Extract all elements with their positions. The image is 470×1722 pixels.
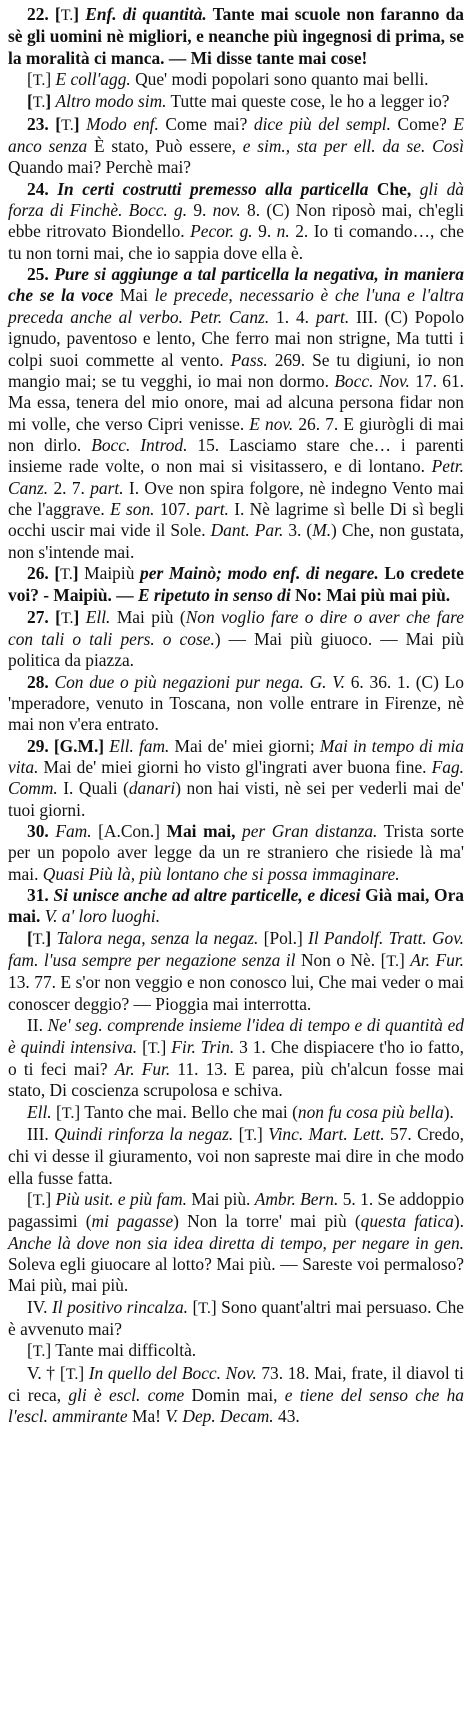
- text-run: 57. Credo, chi vi desse il giuramento, voi non sapreste mai dire in che modo ella fusse fatta.: [8, 1123, 465, 1188]
- text-run: part.: [195, 498, 229, 519]
- text-run: Con due o più negazioni pur nega. G. V.: [54, 671, 345, 692]
- text-run: T.: [32, 1191, 46, 1209]
- text-run: [: [27, 91, 33, 112]
- text-run: Ell.: [27, 1101, 52, 1122]
- dictionary-paragraph: [8, 1124, 464, 1189]
- text-run: Mai in tempo di mia vita.: [8, 735, 464, 778]
- text-run: E son.: [110, 498, 155, 519]
- text-run: Tante mai scuole non faranno da sè gli uomini nè migliori, e neanche più ingegnosi di prima, se la moralità ci manca. — Mi disse tante mai cose!: [8, 4, 464, 68]
- text-run: 25.: [27, 264, 55, 285]
- text-run: Fam.: [55, 821, 92, 842]
- text-run: I. Quali (: [57, 778, 129, 799]
- text-run: Non o Nè. [: [295, 950, 387, 971]
- text-run: Bocc. Nov.: [334, 370, 410, 391]
- dictionary-paragraph: [8, 1015, 464, 1101]
- text-run: 5. 1. Se addoppio pagassimi (: [8, 1188, 465, 1232]
- text-run: e sim., sta per ell. da se. Così: [242, 136, 464, 157]
- text-run: Quindi rinforza la negaz.: [54, 1123, 234, 1144]
- text-run: le precede, necessario è che l'una e l'altra preceda anche al verbo. Petr. Canz.: [8, 285, 464, 327]
- text-run: ]: [45, 69, 56, 90]
- text-run: Quando mai? Perchè mai?: [8, 157, 192, 178]
- text-run: In quello del Bocc. Nov.: [88, 1362, 257, 1383]
- text-run: 15. Lasciamo stare che… i parenti insieme rade volte, o non mai si visitassero, e di lontano.: [8, 434, 464, 477]
- dictionary-paragraph: [8, 1102, 464, 1124]
- text-run: T.: [65, 1365, 79, 1383]
- text-run: T.: [32, 930, 46, 948]
- text-run: ]: [45, 1188, 56, 1209]
- text-run: [: [233, 1123, 245, 1144]
- text-run: ]: [73, 606, 86, 627]
- text-run: 107.: [154, 498, 196, 519]
- text-run: ) non hai visti, nè sei per vederli mai de' tuoi giorni.: [8, 778, 464, 820]
- text-run: Ar. Fur.: [410, 950, 464, 971]
- text-run: ]: [398, 950, 411, 971]
- text-run: 43.: [273, 1406, 300, 1427]
- text-run: 2. 7.: [48, 477, 91, 498]
- text-run: Ambr. Bern.: [254, 1188, 339, 1209]
- text-run: Quasi Più là, più lontano che si possa immaginare.: [42, 863, 400, 884]
- text-run: [: [27, 927, 33, 948]
- text-run: ]: [160, 1036, 172, 1057]
- text-run: ) Che, non gustata, non s'intende mai.: [8, 520, 464, 562]
- text-run: V. Dep. Decam.: [165, 1406, 274, 1427]
- text-run: 30.: [27, 821, 56, 842]
- text-run: IV.: [27, 1296, 52, 1317]
- text-run: 9.: [252, 221, 277, 242]
- text-run: Mai più.: [187, 1188, 255, 1209]
- text-run: T.: [147, 1039, 161, 1057]
- dictionary-paragraph: [8, 264, 464, 563]
- text-run: Fag. Comm.: [8, 757, 464, 799]
- text-run: 17. 61. Ma essa, tenera del mio onore, mai ad alcuna persona fidar non mi volle, che verso Cipri venisse.: [8, 370, 465, 434]
- text-run: Non voglio fare o dire o aver che fare con tali o tali pers. o cose.: [8, 606, 464, 649]
- text-run: Que' modi popolari sono quanto mai belli.: [130, 69, 429, 90]
- text-run: n.: [276, 221, 290, 242]
- text-run: Pecor. g.: [190, 221, 253, 242]
- text-run: Dant. Par.: [210, 520, 284, 541]
- text-run: Mai mai,: [166, 821, 243, 842]
- text-run: dice più del sempl.: [253, 113, 391, 134]
- text-run: T.: [198, 1299, 211, 1317]
- text-run: 29. [G.M.]: [27, 735, 110, 756]
- dictionary-paragraph: [8, 4, 464, 69]
- text-run: questa fatica: [360, 1211, 454, 1232]
- text-run: part.: [90, 477, 124, 498]
- text-run: Si unisce anche ad altre particelle, e dicesi: [53, 885, 361, 906]
- dictionary-paragraph: [8, 1363, 464, 1428]
- text-run: Petr. Canz.: [8, 456, 464, 498]
- text-run: T.: [60, 609, 74, 627]
- text-run: part.: [315, 306, 350, 327]
- text-run: 73. 18. Mai, frate, il diavol ti ci reca,: [8, 1362, 465, 1405]
- dictionary-paragraph: [8, 672, 464, 736]
- text-run: Tutte mai queste cose, le ho a legger io?: [166, 91, 450, 112]
- text-run: Mai de' miei giorni ho visto gl'ingrati aver buona fine.: [38, 757, 432, 778]
- text-run: Il Pandolf. Tratt. Gov. fam. l'usa sempre per negazione senza il: [8, 927, 465, 971]
- text-run: Anche là dove non sia idea diretta di tempo, per negare in gen.: [8, 1232, 464, 1253]
- text-run: gli dà forza di Finchè. Bocc. g.: [8, 178, 464, 221]
- text-run: È stato, Può essere,: [87, 136, 243, 157]
- text-run: ]: [45, 927, 57, 948]
- text-run: e tiene del senso che ha l'escl. ammirante: [8, 1385, 464, 1427]
- text-run: danari: [128, 778, 176, 799]
- text-run: T.: [386, 953, 399, 971]
- text-run: Domin mai,: [184, 1385, 285, 1405]
- text-run: 1. 4.: [269, 306, 316, 327]
- dictionary-paragraph: [8, 563, 464, 607]
- text-run: Ell. fam.: [109, 735, 170, 756]
- text-run: T.: [60, 565, 73, 583]
- text-run: 22. [: [27, 4, 61, 24]
- text-run: nov.: [212, 200, 241, 221]
- text-run: I. Ove non spira folgore, nè indegno Vento mai che l'aggrave.: [8, 477, 464, 519]
- text-run: M.: [312, 520, 332, 541]
- text-run: 11. 13. E parea, più ch'alcun fosse mai stato, Di coscienza scrupolosa e schiva.: [8, 1058, 464, 1101]
- text-run: E coll'agg.: [55, 69, 131, 90]
- text-run: 27. [: [27, 606, 61, 627]
- dictionary-paragraph: [8, 1297, 464, 1341]
- text-run: ] Sono quant'altri mai persuaso. Che è avvenuto mai?: [8, 1296, 464, 1339]
- dictionary-paragraph: [8, 885, 464, 928]
- text-run: Enf. di quantità.: [85, 4, 207, 24]
- text-run: 26. 7. E giurògli di mai non dirlo.: [8, 413, 465, 455]
- text-run: Bocc. Introd.: [91, 434, 188, 455]
- text-run: Ell.: [85, 606, 111, 627]
- text-run: 31.: [27, 885, 54, 906]
- text-run: [: [27, 69, 33, 90]
- text-run: [A.Con.]: [91, 821, 167, 842]
- text-run: Altro modo sim.: [55, 91, 167, 112]
- text-run: Ma!: [127, 1406, 166, 1427]
- text-run: ).: [453, 1211, 464, 1232]
- text-run: V. a' loro luoghi.: [44, 906, 161, 927]
- text-run: 9.: [187, 200, 213, 221]
- text-run: ]: [73, 4, 86, 24]
- text-run: 8. (C) Non riposò mai, ch'egli ebbe ritrovato Biondello.: [8, 200, 464, 242]
- text-run: V. † [: [27, 1362, 66, 1383]
- text-run: E nov.: [249, 413, 294, 434]
- text-run: T.: [61, 1104, 75, 1122]
- dictionary-paragraph: [8, 1189, 464, 1297]
- text-run: 26. [: [27, 562, 61, 583]
- text-run: 23. [: [27, 113, 62, 134]
- text-run: Mai: [113, 285, 155, 306]
- text-run: 2. Io ti comando…, che tu non torni mai, che io sappia dove ella è.: [8, 221, 464, 263]
- text-run: Ne' seg. comprende insieme l'idea di tempo e di quantità ed è quindi intensiva.: [8, 1015, 464, 1057]
- text-run: Ar. Fur.: [114, 1058, 171, 1079]
- text-run: 6. 36. 1. (C) Lo 'mperadore, venuto in Toscana, non volle entrare in Firenze, nè mai non v'era entrato.: [8, 671, 464, 735]
- text-run: I. Nè lagrime sì belle Di sì begli occhi uscir mai vide il Sole.: [8, 498, 464, 541]
- text-run: ]: [78, 1362, 89, 1383]
- text-run: ).: [443, 1101, 454, 1122]
- text-run: III.: [27, 1123, 55, 1144]
- text-run: Fir. Trin.: [171, 1036, 235, 1057]
- text-run: ]: [72, 562, 85, 583]
- text-run: per Gran distanza.: [242, 821, 378, 842]
- text-run: Lo credete voi? - Maipiù. —: [8, 562, 465, 606]
- text-run: 3 1. Che dispiacere t'ho io fatto, o ti feci mai?: [8, 1036, 465, 1079]
- text-run: Come mai?: [158, 113, 254, 134]
- text-run: [: [27, 1340, 33, 1361]
- text-run: [: [51, 1101, 62, 1122]
- dictionary-paragraph: [8, 114, 464, 179]
- text-run: Come?: [390, 113, 454, 134]
- dictionary-paragraph: [8, 928, 464, 1015]
- text-run: 13. 77. E s'or non veggio e non conosco lui, Che mai veder o mai conoscer deggio? — Pioggia mai interrotta.: [8, 972, 464, 1014]
- text-run: Trista sorte per un popolo aver legge da un re straniero che risiede là ma' mai.: [8, 821, 465, 884]
- text-run: ] Tante mai difficoltà.: [45, 1340, 197, 1361]
- dictionary-paragraph: [8, 69, 464, 91]
- text-run: ) — Mai più giuoco. — Mai più politica da piazza.: [8, 628, 464, 671]
- text-run: T.: [61, 116, 74, 134]
- text-run: Maipiù: [84, 562, 141, 583]
- text-run: Più usit. e più fam.: [55, 1188, 188, 1209]
- text-run: T.: [32, 94, 46, 112]
- dictionary-paragraph: [8, 1340, 464, 1362]
- text-run: ] Tanto che mai. Bello che mai (: [74, 1101, 298, 1122]
- text-run: T.: [60, 7, 74, 24]
- text-run: non fu cosa più bella: [297, 1101, 444, 1122]
- text-run: ]: [73, 113, 87, 134]
- text-run: ]: [257, 1123, 269, 1144]
- dictionary-paragraph: [8, 736, 464, 821]
- text-run: 269. Se tu digiuni, io non mangio mai; se tu vegghi, io mai non dormo.: [8, 349, 464, 391]
- text-run: Già mai, Ora mai.: [8, 885, 464, 927]
- text-run: Vinc. Mart. Lett.: [268, 1123, 385, 1144]
- text-run: III. (C) Popolo ignudo, paventoso e lento, Che ferro mai non strigne, Ma tutti i colpi suoi commette al vento.: [8, 306, 465, 370]
- text-run: Modo enf.: [86, 113, 159, 134]
- text-run: Soleva egli giuocare al lotto? Mai più. — Sareste voi permaloso? Mai più, mai più.: [8, 1253, 464, 1296]
- text-run: E anco senza: [8, 113, 464, 157]
- text-run: II.: [27, 1015, 48, 1036]
- text-run: In certi costrutti premesso alla particella: [57, 178, 369, 199]
- text-run: ]: [45, 91, 56, 112]
- text-run: Mai più (: [110, 606, 186, 627]
- text-run: Che,: [368, 178, 420, 199]
- text-run: 28.: [27, 671, 55, 692]
- text-run: mi pagasse: [91, 1211, 174, 1232]
- text-run: [: [27, 1188, 33, 1209]
- text-run: T.: [32, 72, 46, 90]
- text-run: 3. (: [283, 520, 313, 541]
- text-run: [: [188, 1296, 199, 1317]
- text-run: T.: [32, 1343, 46, 1361]
- text-run: E ripetuto in senso di: [137, 585, 291, 606]
- text-run: Mai de' miei giorni;: [169, 735, 320, 756]
- text-run: Pure si aggiunge a tal particella la negativa, in maniera che se la voce: [8, 264, 464, 306]
- text-run: Pass.: [230, 349, 268, 370]
- text-run: per Mainò; modo enf. di negare.: [140, 562, 379, 583]
- dictionary-paragraph: [8, 821, 464, 885]
- text-run: T.: [244, 1126, 258, 1144]
- text-run: ) Non la torre' mai più (: [173, 1211, 361, 1232]
- text-run: [Pol.]: [258, 927, 309, 948]
- dictionary-paragraph: [8, 91, 464, 113]
- text-run: No: Mai più mai più.: [290, 585, 451, 606]
- dictionary-paragraph: [8, 607, 464, 672]
- dictionary-paragraph: [8, 179, 464, 264]
- text-run: Talora nega, senza la negaz.: [56, 927, 259, 948]
- text-run: gli è escl. come: [68, 1385, 185, 1405]
- text-run: [: [137, 1036, 148, 1057]
- text-run: 24.: [27, 178, 58, 199]
- text-run: Il positivo rincalza.: [51, 1296, 188, 1317]
